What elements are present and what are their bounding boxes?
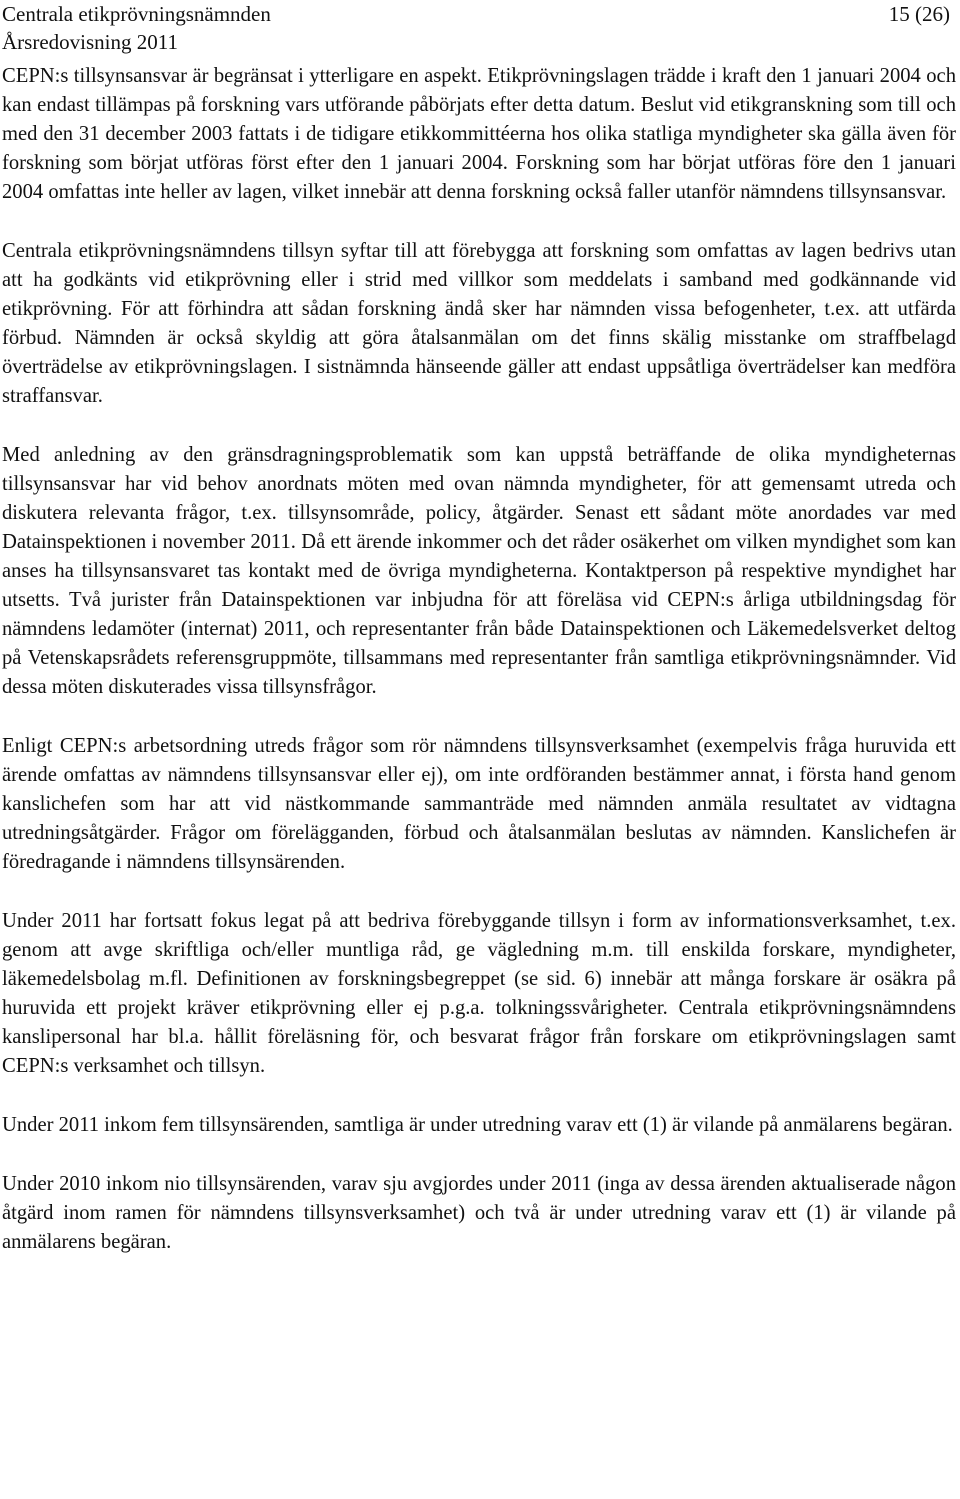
page-number: 15 (26): [888, 2, 950, 26]
paragraph-4: Enligt CEPN:s arbetsordning utreds frågor som rör nämndens tillsynsverksamhet (exempelvis fråga huruvida ett ärende omfattas av nämndens tillsynsansvar eller ej), om inte ordföranden bestämmer annat, i första hand genom kanslichefen som har att vid nästkommande sammanträde med nämnden anmäla resultatet av vidtagna utredningsåtgärder. Frågor om förelägganden, förbud och åtalsanmälan beslutas av nämnden. Kanslichefen är föredragande i nämndens tillsynsärenden.: [2, 735, 956, 873]
page-header: [2, 0, 956, 62]
paragraph-2: Centrala etikprövningsnämndens tillsyn syftar till att förebygga att forskning som omfattas av lagen bedrivs utan att ha godkänts vid etikprövning eller i strid med villkor som meddelats i samband med godkännande vid etikprövning. För att förhindra att sådan forskning ändå sker har nämnden vissa befogenheter, t.ex. att utfärda förbud. Nämnden är också skyldig att göra åtalsanmälan om det finns skälig misstanke om straffbelagd överträdelse av etikprövningslagen. I sistnämnda hänseende gäller att endast uppsåtliga överträdelser kan medföra straffansvar.: [2, 240, 956, 407]
paragraph-5: Under 2011 har fortsatt fokus legat på att bedriva förebyggande tillsyn i form av informationsverksamhet, t.ex. genom att avge skriftliga och/eller muntliga råd, ge vägledning m.m. till enskilda forskare, myndigheter, läkemedelsbolag m.fl. Definitionen av forskningsbegreppet (se sid. 6) innebär att många forskare är osäkra på huruvida ett projekt kräver etikprövning eller ej p.g.a. tolkningssvårigheter. Centrala etikprövningsnämndens kanslipersonal har bl.a. hållit föreläsning för, och besvarat frågor från forskare om etikprövningslagen samt CEPN:s verksamhet och tillsyn.: [2, 910, 956, 1077]
paragraph-1: CEPN:s tillsynsansvar är begränsat i ytterligare en aspekt. Etikprövningslagen trädde i kraft den 1 januari 2004 och kan endast tillämpas på forskning vars utförande påbörjats efter detta datum. Beslut vid etikgranskning som till och med den 31 december 2003 fattats i de tidigare etikkommittéerna hos olika statliga myndigheter ska gälla även för forskning som börjat utföras först efter den 1 januari 2004. Forskning som har börjat utföras före den 1 januari 2004 omfattas inte heller av lagen, vilket innebär att denna forskning också faller utanför nämndens tillsynsansvar.: [2, 65, 956, 203]
document-body: [2, 62, 956, 1257]
paragraph-7: Under 2010 inkom nio tillsynsärenden, varav sju avgjordes under 2011 (inga av dessa ärenden aktualiserade någon åtgärd inom ramen för nämndens tillsynsverksamhet) och två är under utredning varav ett (1) är vilande på anmälarens begäran.: [2, 1173, 956, 1253]
paragraph-3: Med anledning av den gränsdragningsproblematik som kan uppstå beträffande de olika myndigheternas tillsynsansvar har vid behov anordnats möten med ovan nämnda myndigheter, för att gemensamt utreda och diskutera relevanta frågor, t.ex. tillsynsområde, policy, åtgärder. Senast ett sådant möte anordades var med Datainspektionen i november 2011. Då ett ärende inkommer och det råder osäkerhet om vilken myndighet som kan anses ha tillsynsansvaret tas kontakt med de övriga myndigheterna. Kontaktperson på respektive myndighet har utsetts. Två jurister från Datainspektionen var inbjudna för att föreläsa vid CEPN:s årliga utbildningsdag för nämndens ledamöter (internat) 2011, och representanter från både Datainspektionen och Läkemedelsverket deltog på Vetenskapsrådets referensgruppmöte, tillsammans med representanter från samtliga etikprövningsnämnder. Vid dessa möten diskuterades vissa tillsynsfrågor.: [2, 444, 956, 698]
header-report-title: Årsredovisning 2011: [2, 30, 178, 54]
paragraph-6: Under 2011 inkom fem tillsynsärenden, samtliga är under utredning varav ett (1) är vilande på anmälarens begäran.: [2, 1114, 953, 1136]
header-organization: Centrala etikprövningsnämnden: [2, 2, 271, 26]
header-left: [2, 0, 271, 56]
